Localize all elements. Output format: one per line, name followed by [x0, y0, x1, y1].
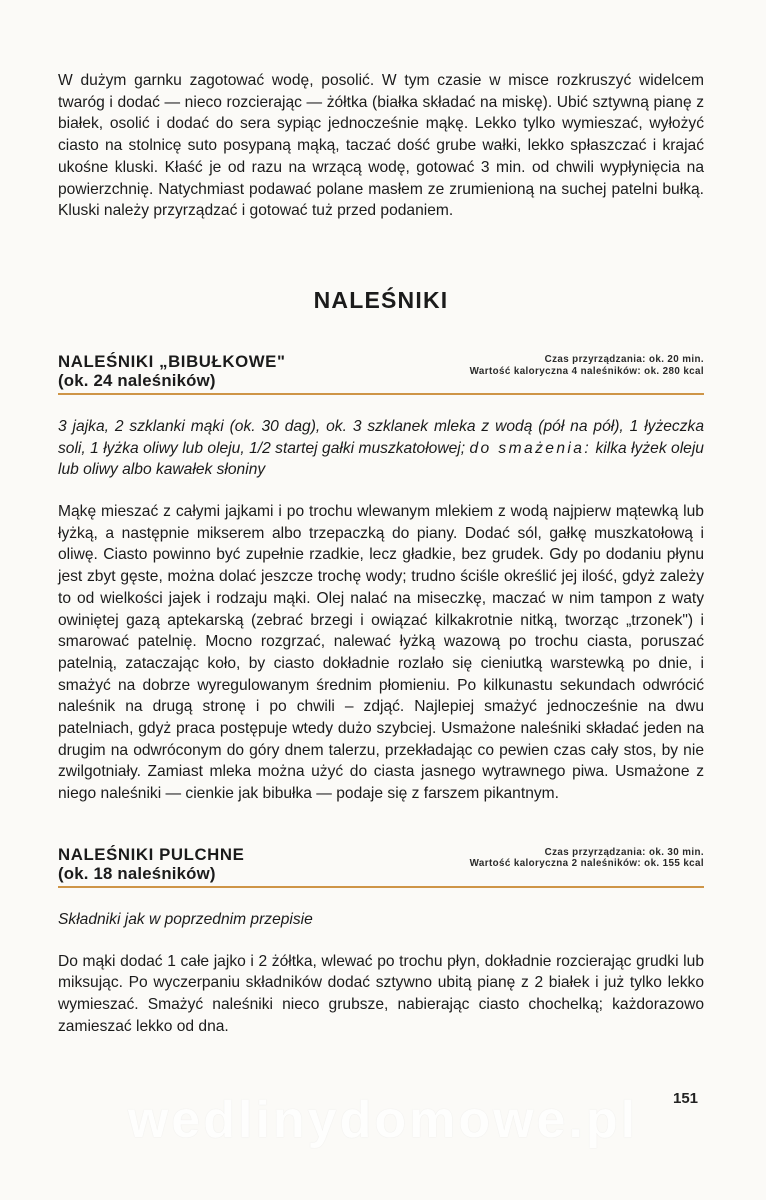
- method-text: Mąkę mieszać z całymi jajkami i po trochu wlewanym mlekiem z wodą najpierw mątewką lub łyżką, a następnie mikserem albo trzepaczką do piany. Dodać sól, gałkę muszkatołową i oliwę. Ciasto powinno być zupełnie rzadkie, lecz gładkie, bez grudek. Gdy po dodaniu płynu jest zbyt gęste, można dolać jeszcze trochę wody; trudno ściśle określić jej ilość, gdyż zależy to od wielkości jajek i rodzaju mąki. Olej nalać na miseczkę, maczać w nim tampon z waty owiniętej gazą aptekarską (zebrać brzegi i owiązać kilkakrotnie nitką, tworząc „trzonek") i smarować patelnię. Mocno rozgrzać, nalewać łyżką wazową po trochu ciasta, poruszać patelnią, zataczając koło, by ciasto dokładnie rozlało się cieniutką warstewką po dnie, i smażyć na dobrze wyregulowanym średnim płomieniu. Po kilkunastu sekundach odwrócić naleśnik na drugą stronę i po chwili – zdjąć. Najlepiej smażyć jednocześnie na dwu patelniach, gdyż praca postępuje wtedy dużo szybciej. Usmażone naleśniki składać jeden na drugim na odwróconym do góry dnem talerzu, przekładając co pewien czas cały stos, by nie zwilgotniały. Zamiast mleka można użyć do ciasta jasnego wytrawnego piwa. Usmażone z niego naleśniki — cienkie jak bibułka — podaje się z farszem pikantnym.: [58, 503, 704, 803]
- calorie-value: Wartość kaloryczna 4 naleśników: ok. 280 kcal: [469, 365, 704, 377]
- recipe-title-block: [58, 845, 244, 883]
- chapter-title: NALEŚNIKI: [313, 286, 449, 313]
- ingredients-main: 3 jajka, 2 szklanki mąki (ok. 30 dag), ok. 3 szklanek mleka z wodą (pół na pół), 1 łyżeczka soli, 1 łyżka oliwy lub oleju, 1/2 startej gałki muszkatołowej;: [58, 417, 704, 457]
- method-text: Do mąki dodać 1 całe jajko i 2 żółtka, wlewać po trochu płyn, dokładnie rozcierając grudki lub miksując. Po wyczerpaniu składników dodać sztywno ubitą pianę z 2 białek i już tylko lekko wymieszać. Smażyć naleśniki nieco grubsze, nabierając ciasto chochelką; każdorazowo zamieszać lekko od dna.: [58, 952, 704, 1035]
- watermark: wedlinydomowe.pl: [127, 1091, 639, 1149]
- recipe-title: NALEŚNIKI „BIBUŁKOWE": [58, 351, 286, 371]
- ingredients-list: Składniki jak w poprzednim przepisie: [58, 910, 313, 928]
- ingredients-frying-label: do smażenia:: [469, 439, 592, 457]
- intro-paragraph: W dużym garnku zagotować wodę, posolić. W tym czasie w misce rozkruszyć widelcem twaróg i dodać — nieco rozcierając — żółtka (białka składać na miskę). Ubić sztywną pianę z białek, osolić i dodać do sera sypiąc jednocześnie mąkę. Lekko tylko wymieszać, wyłożyć ciasto na stolnicę suto posypaną mąką, taczać dość grube wałki, lekko spłaszczać i krajać ukośne kluski. Kłaść je od razu na wrzącą wodę, gotować 3 min. od chwili wypłynięcia na powierzchnię. Natychmiast podawać polane masłem ze zrumienioną na suchej patelni bułką. Kluski należy przyrządzać i gotować tuż przed podaniem.: [58, 72, 704, 220]
- recipe-nalesniki-bibulkowe: [58, 352, 704, 805]
- recipe-header: [58, 352, 704, 390]
- recipe-nalesniki-pulchne: [58, 845, 704, 1038]
- recipe-header: [58, 845, 704, 883]
- prep-time: Czas przyrządzania: ok. 30 min.: [544, 846, 704, 858]
- prep-time: Czas przyrządzania: ok. 20 min.: [544, 353, 704, 365]
- recipe-portion: (ok. 24 naleśników): [58, 370, 216, 390]
- header-rule: [58, 886, 704, 888]
- recipe-meta: [470, 354, 704, 377]
- recipe-title-block: [58, 352, 286, 390]
- recipe-title: NALEŚNIKI PULCHNE: [58, 844, 245, 864]
- ingredients-frying: kilka łyżek oleju lub oliwy albo kawałek słoniny: [58, 439, 704, 479]
- recipe-portion: (ok. 18 naleśników): [58, 863, 216, 883]
- header-rule: [58, 393, 704, 395]
- ingredients-list: [58, 416, 704, 481]
- page-number: 151: [673, 1090, 699, 1107]
- calorie-value: Wartość kaloryczna 2 naleśników: ok. 155 kcal: [469, 858, 704, 870]
- recipe-meta: [470, 847, 704, 870]
- book-page: [58, 64, 704, 1037]
